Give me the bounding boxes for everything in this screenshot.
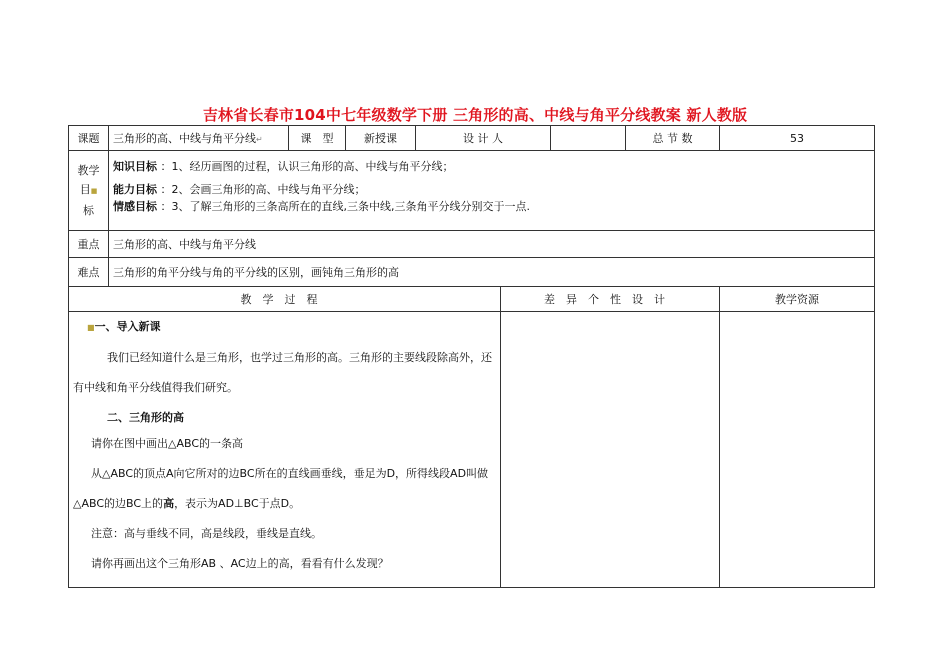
total-sessions-label: 总 节 数 [626, 126, 720, 151]
difficulty-label: 难点 [69, 258, 109, 287]
design-content [501, 312, 720, 588]
knowledge-goal: 知识目标 ：1、经历画图的过程，认识三角形的高、中线与角平分线； [113, 160, 454, 173]
goals-label: 教学 目■ 标 [69, 151, 109, 231]
content-row [69, 312, 875, 588]
difficulty-text: 三角形的角平分线与角的平分线的区别，画钝角三角形的高 [109, 258, 875, 287]
topic-value: 三角形的高、中线与角平分线↵ [109, 126, 289, 151]
designer-value [551, 126, 626, 151]
instruction-line-2: 请你再画出这个三角形AB 、AC边上的高，看看有什么发现？ [91, 557, 389, 570]
section1-heading: ■一、导入新课 [87, 320, 161, 333]
lesson-plan-table [68, 125, 875, 588]
type-value: 新授课 [346, 126, 416, 151]
altitude-definition: 从△ABC的顶点A向它所对的边BC所在的直线画垂线，垂足为D，所得线段AD叫做△ABC的边BC上的高，表示为AD⊥BC于点D。 [73, 467, 489, 510]
column-header-row [69, 287, 875, 312]
goals-content [109, 151, 875, 231]
type-label: 课 型 [289, 126, 346, 151]
ability-goal: 能力目标 ：2、会画三角形的高、中线与角平分线； [113, 183, 366, 196]
intro-paragraph: 我们已经知道什么是三角形，也学过三角形的高。三角形的主要线段除高外，还有中线和角平分线值得我们研究。 [73, 351, 492, 394]
key-point-row [69, 231, 875, 258]
process-header: 教学过程 [69, 287, 501, 312]
resources-header: 教学资源 [720, 287, 875, 312]
header-row [69, 126, 875, 151]
resources-content [720, 312, 875, 588]
difficulty-row [69, 258, 875, 287]
topic-label: 课题 [69, 126, 109, 151]
goals-row [69, 151, 875, 231]
key-point-label: 重点 [69, 231, 109, 258]
key-point-text: 三角形的高、中线与角平分线 [109, 231, 875, 258]
designer-label: 设 计 人 [416, 126, 551, 151]
instruction-line-1: 请你在图中画出△ABC的一条高 [91, 437, 244, 450]
note-line: 注意：高与垂线不同，高是线段，垂线是直线。 [91, 527, 322, 540]
process-content [69, 312, 501, 588]
design-header: 差异个性设计 [501, 287, 720, 312]
total-sessions-value: 53 [720, 126, 875, 151]
document-title: 吉林省长春市104中七年级数学下册 三角形的高、中线与角平分线教案 新人教版 [202, 106, 748, 124]
emotion-goal: 情感目标 ：3、了解三角形的三条高所在的直线,三条中线,三条角平分线分别交于一点. [113, 200, 530, 213]
section2-heading: 二、三角形的高 [107, 411, 184, 424]
